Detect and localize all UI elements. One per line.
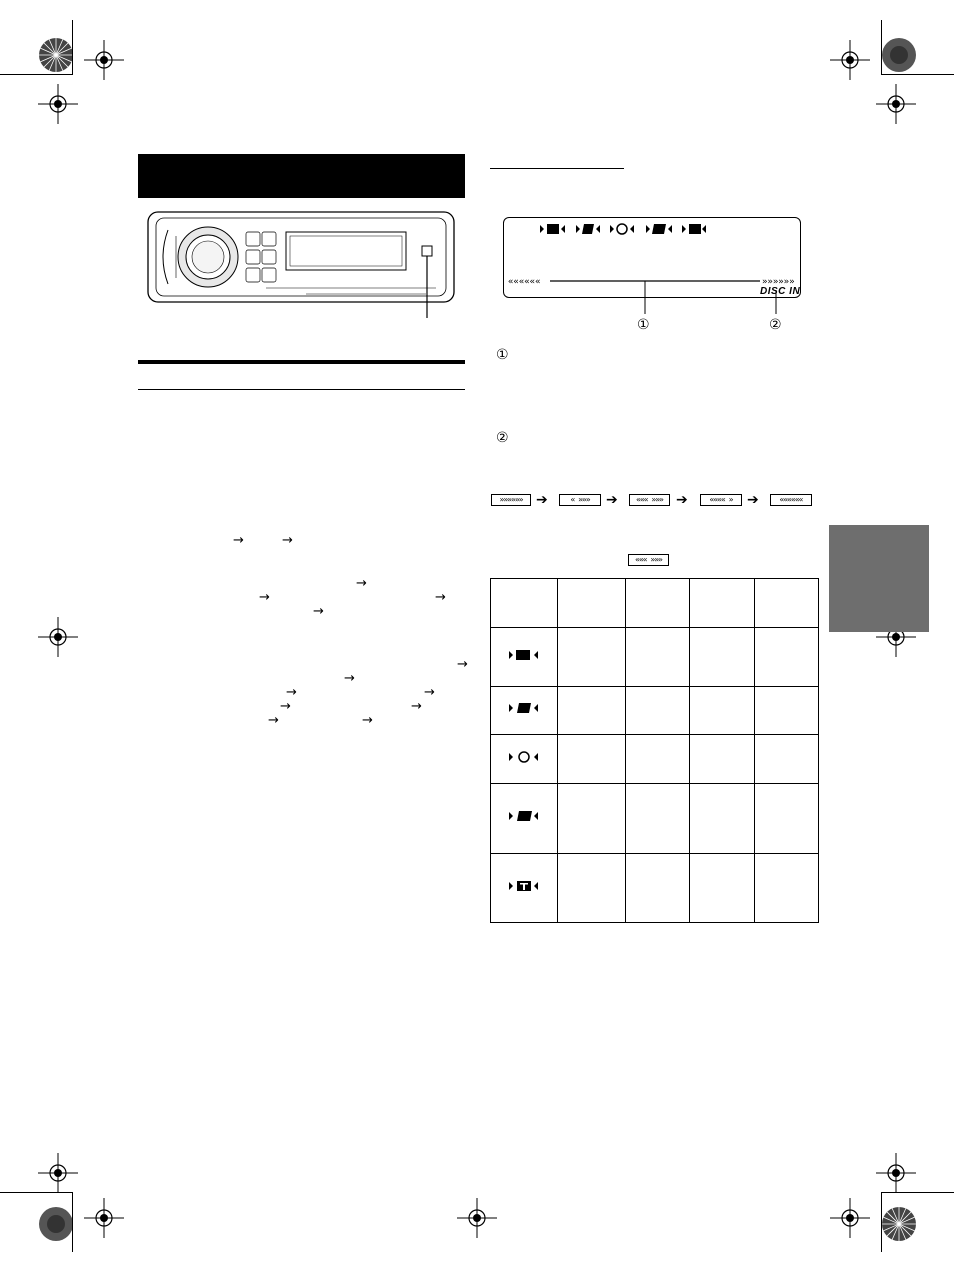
crop-line <box>881 1192 882 1252</box>
crop-line <box>72 1192 73 1252</box>
level-step-2: « »»» <box>559 494 601 506</box>
sequence-arrow: → <box>435 590 446 605</box>
section-header-bar <box>138 154 465 198</box>
crop-line <box>881 20 882 75</box>
registration-sunburst-icon <box>881 37 917 73</box>
sequence-arrow: → <box>268 713 279 728</box>
crosshair-target-icon <box>830 40 870 80</box>
registration-sunburst-icon <box>38 1206 74 1242</box>
level-step-arrow: ➔ <box>536 492 548 508</box>
level-step-4: «««« » <box>700 494 742 506</box>
sequence-arrow: → <box>282 533 293 548</box>
svg-text:««««««: «««««« <box>508 277 541 287</box>
note-marker-1: ① <box>496 347 509 363</box>
table-row <box>491 784 819 854</box>
note-marker-2: ② <box>496 430 509 446</box>
table-header-row <box>491 579 819 628</box>
lcd-indicator-icons <box>538 221 718 237</box>
level-step-arrow: ➔ <box>606 492 618 508</box>
registration-sunburst-icon <box>38 37 74 73</box>
level-step-5: «««««« <box>770 494 812 506</box>
level-step-arrow: ➔ <box>676 492 688 508</box>
table-row <box>491 735 819 784</box>
indicator-table <box>490 578 819 923</box>
svg-text:»»»»»»: »»»»»» <box>762 277 795 287</box>
crop-line <box>881 1192 954 1193</box>
sequence-arrow: → <box>286 685 297 700</box>
crop-line <box>0 1192 72 1193</box>
artist-icon <box>507 750 541 764</box>
example-level-box: ««« »»» <box>628 554 669 566</box>
table-row <box>491 854 819 923</box>
sequence-arrow: → <box>344 671 355 686</box>
crosshair-target-icon <box>84 40 124 80</box>
crosshair-target-icon <box>830 1198 870 1238</box>
title-icon <box>507 879 541 893</box>
folder-icon <box>507 648 541 662</box>
level-step-3: ««« »»» <box>629 494 670 506</box>
crosshair-target-icon <box>876 1153 916 1193</box>
callout-1: ① <box>637 317 650 333</box>
file-icon <box>507 701 541 715</box>
sequence-arrow: → <box>457 657 468 672</box>
crosshair-target-icon <box>457 1198 497 1238</box>
sequence-arrow: → <box>362 713 373 728</box>
crosshair-target-icon <box>38 84 78 124</box>
album-icon <box>507 809 541 823</box>
sequence-arrow: → <box>259 590 270 605</box>
crop-line <box>881 74 954 75</box>
level-step-arrow: ➔ <box>747 492 759 508</box>
disc-in-indicator: DISC IN <box>760 286 801 297</box>
registration-sunburst-icon <box>881 1206 917 1242</box>
sequence-arrow: → <box>424 685 435 700</box>
sequence-arrow: → <box>411 699 422 714</box>
sequence-arrow: → <box>313 604 324 619</box>
subsection-heading-underline <box>490 168 624 169</box>
sequence-arrow: → <box>233 533 244 548</box>
table-row <box>491 628 819 687</box>
sequence-arrow: → <box>280 699 291 714</box>
crosshair-target-icon <box>876 84 916 124</box>
crop-line <box>0 74 72 75</box>
chapter-side-tab <box>829 525 929 632</box>
table-row <box>491 687 819 735</box>
sequence-arrow: → <box>356 576 367 591</box>
crosshair-target-icon <box>84 1198 124 1238</box>
head-unit-illustration <box>146 210 458 320</box>
callout-2: ② <box>769 317 782 333</box>
crop-line <box>72 20 73 75</box>
crosshair-target-icon <box>38 1153 78 1193</box>
section-rule-thick <box>138 360 465 364</box>
section-rule-thin <box>138 389 465 390</box>
crosshair-target-icon <box>38 617 78 657</box>
level-step-1: »»»»»» <box>491 494 531 506</box>
level-meter-diagram <box>506 274 802 324</box>
